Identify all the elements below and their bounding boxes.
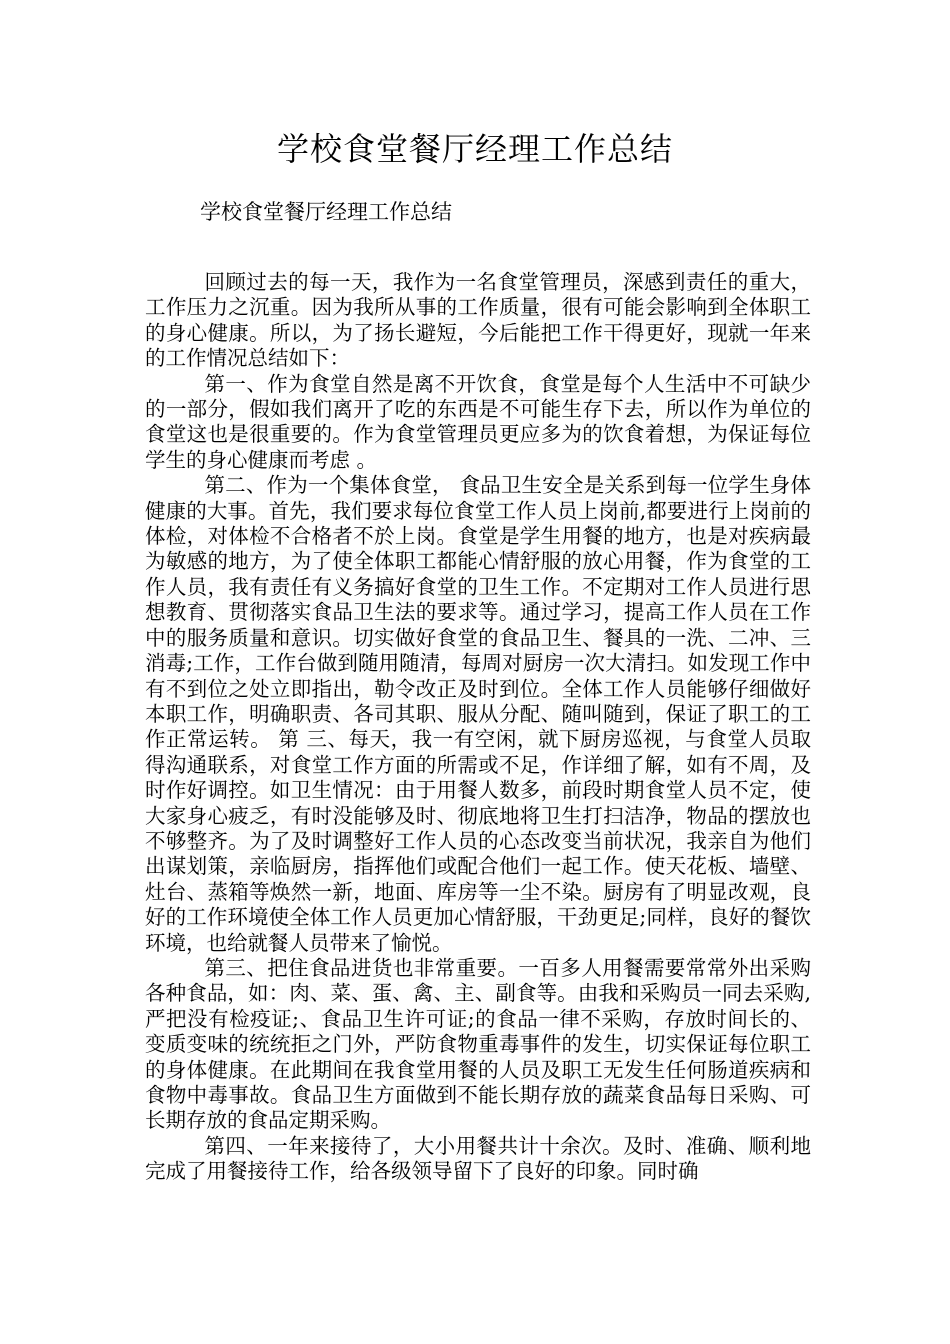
document-title: 学校食堂餐厅经理工作总结 <box>276 130 673 168</box>
paragraph-third: 第三、把住食品进货也非常重要。一百多人用餐需要常常外出采购各种食品，如：肉、菜、蛋、禽、主、副食等。由我和采购员一同去采购,严把没有检疫证;、食品卫生许可证;的食品一律不采购，存放时间长的、变质变味的统统拒之门外，严防食物重毒事件的发生，切实保证每位职工的身体健康。在此期间在我食堂用餐的人员及职工无发生任何肠道疾病和食物中毒事故。食品卫生方面做到不能长期存放的蔬菜食品每日采购、可长期存放的食品定期采购。 <box>145 955 811 1133</box>
paragraph-intro: 回顾过去的每一天，我作为一名食堂管理员，深感到责任的重大，工作压力之沉重。因为我所从事的工作质量，很有可能会影响到全体职工的身心健康。所以，为了扬长避短，今后能把工作干得更好，现就一年来的工作情况总结如下： <box>145 270 811 371</box>
document-subtitle: 学校食堂餐厅经理工作总结 <box>200 200 452 224</box>
paragraph-first: 第一、作为食堂自然是离不开饮食，食堂是每个人生活中不可缺少的一部分，假如我们离开了吃的东西是不可能生存下去，所以作为单位的食堂这也是很重要的。作为食堂管理员更应多为的饮食着想，为保证每位学生的身心健康而考虑 。 <box>145 371 811 472</box>
paragraph-fourth: 第四、一年来接待了，大小用餐共计十余次。及时、准确、顺利地完成了用餐接待工作，给各级领导留下了良好的印象。同时确 <box>145 1133 811 1184</box>
paragraph-second: 第二、作为一个集体食堂， 食品卫生安全是关系到每一位学生身体健康的大事。首先，我们要求每位食堂工作人员上岗前,都要进行上岗前的体检，对体检不合格者不於上岗。食堂是学生用餐的地方，也是对疾病最为敏感的地方，为了使全体职工都能心情舒服的放心用餐，作为食堂的工作人员，我有责任有义务搞好食堂的卫生工作。不定期对工作人员进行思想教育、贯彻落实食品卫生法的要求等。通过学习，提高工作人员在工作中的服务质量和意识。切实做好食堂的食品卫生、餐具的一洗、二冲、三消毒;工作，工作台做到随用随清，每周对厨房一次大清扫。如发现工作中有不到位之处立即指出，勒令改正及时到位。全体工作人员能够仔细做好本职工作，明确职责、各司其职、服从分配、随叫随到，保证了职工的工作正常运转。 第 三、每天，我一有空闲，就下厨房巡视，与食堂人员取得沟通联系，对食堂工作方面的所需或不足，作详细了解，如有不周，及时作好调控。如卫生情况：由于用餐人数多，前段时期食堂人员不定，使大家身心疲乏，有时没能够及时、彻底地将卫生打扫洁净，物品的摆放也不够整齐。为了及时调整好工作人员的心态改变当前状况，我亲自为他们出谋划策，亲临厨房，指挥他们或配合他们一起工作。使天花板、墙壁、灶台、蒸箱等焕然一新，地面、库房等一尘不染。厨房有了明显改观，良好的工作环境使全体工作人员更加心情舒服，干劲更足;同样，良好的餐饮环境，也给就餐人员带来了愉悦。 <box>145 473 811 955</box>
document-body <box>145 270 811 1185</box>
